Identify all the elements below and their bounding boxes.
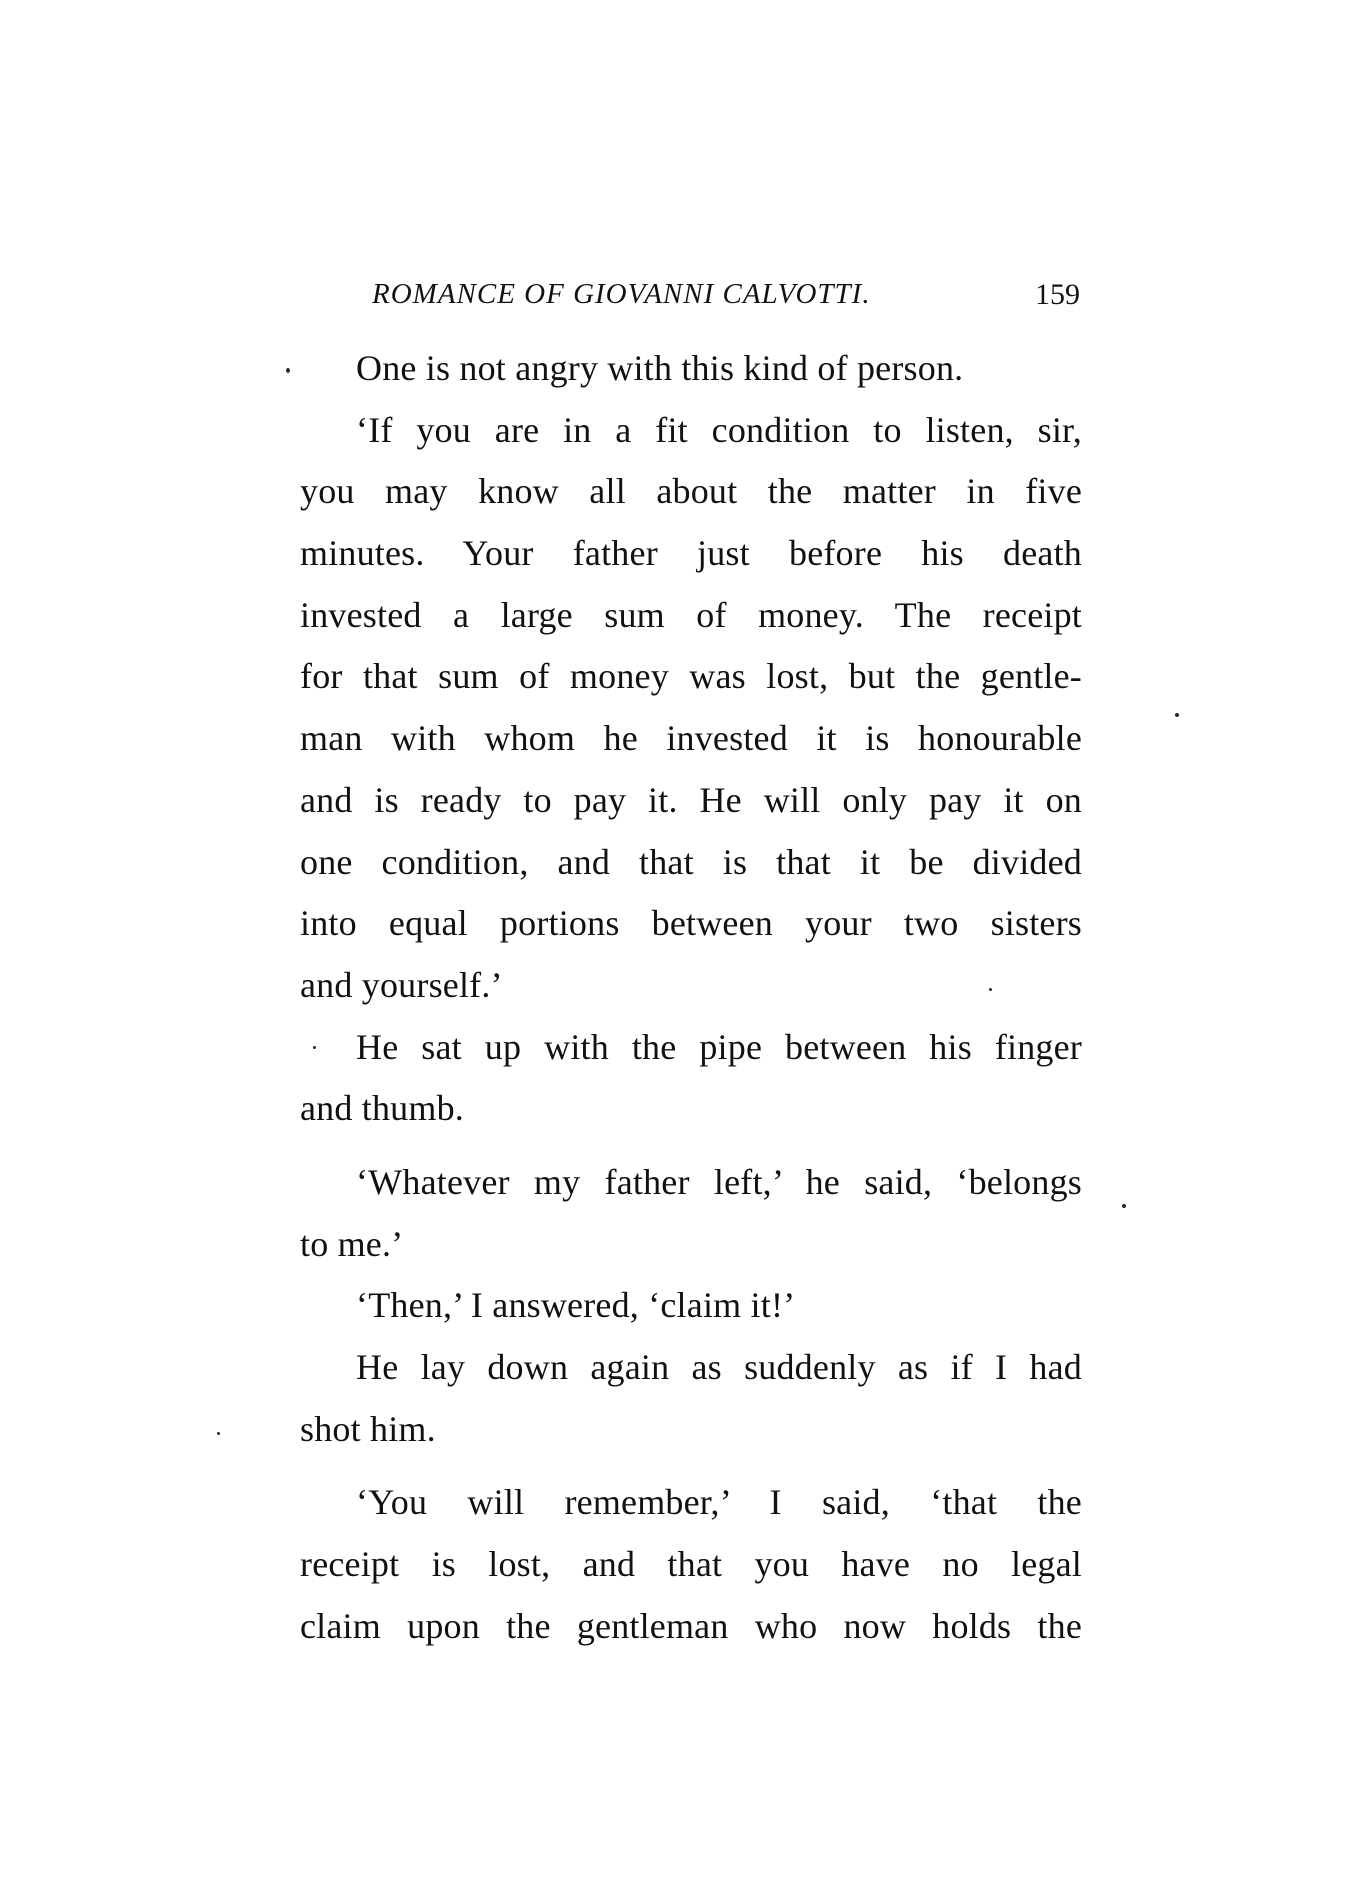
- text-line: into equal portions between your two sisters: [300, 903, 1082, 944]
- body-text: [300, 338, 1082, 1657]
- paragraph-gap: [300, 1140, 1082, 1152]
- text-line: you may know all about the matter in five: [300, 471, 1082, 512]
- text-line: to me.’: [300, 1223, 404, 1264]
- text-line: for that sum of money was lost, but the gentle-: [300, 656, 1082, 697]
- text-line: minutes. Your father just before his death: [300, 533, 1082, 574]
- text-line: ‘Then,’ I answered, ‘claim it!’: [356, 1285, 796, 1326]
- text-line: and thumb.: [300, 1088, 464, 1129]
- text-line: and is ready to pay it. He will only pay it on: [300, 779, 1082, 820]
- text-line: ‘If you are in a fit condition to listen, sir,: [356, 409, 1082, 450]
- scan-speck: [286, 368, 290, 373]
- scan-speck: [1175, 713, 1179, 717]
- running-head: [372, 278, 1080, 322]
- scan-speck: [989, 988, 992, 991]
- text-line: He lay down again as suddenly as if I had: [356, 1347, 1082, 1387]
- text-line: He sat up with the pipe between his finger: [356, 1026, 1082, 1067]
- text-line: ‘Whatever my father left,’ he said, ‘belongs: [356, 1161, 1082, 1202]
- scan-speck: [1122, 1204, 1126, 1208]
- text-line: receipt is lost, and that you have no legal: [300, 1544, 1082, 1585]
- text-line: invested a large sum of money. The receipt: [300, 594, 1082, 635]
- text-line: ‘You will remember,’ I said, ‘that the: [356, 1482, 1082, 1523]
- text-line: one condition, and that is that it be divided: [300, 841, 1082, 882]
- text-line: claim upon the gentleman who now holds the: [300, 1605, 1082, 1646]
- scan-speck: [217, 1432, 220, 1435]
- text-line: shot him.: [300, 1408, 436, 1449]
- scan-speck: [313, 1046, 316, 1049]
- text-line: man with whom he invested it is honourable: [300, 718, 1082, 759]
- running-title: ROMANCE OF GIOVANNI CALVOTTI.: [372, 278, 871, 310]
- paragraph-gap: [300, 1460, 1082, 1472]
- text-line: and yourself.’: [300, 964, 503, 1005]
- page-number: 159: [1035, 278, 1080, 311]
- text-line: One is not angry with this kind of person.: [356, 348, 964, 388]
